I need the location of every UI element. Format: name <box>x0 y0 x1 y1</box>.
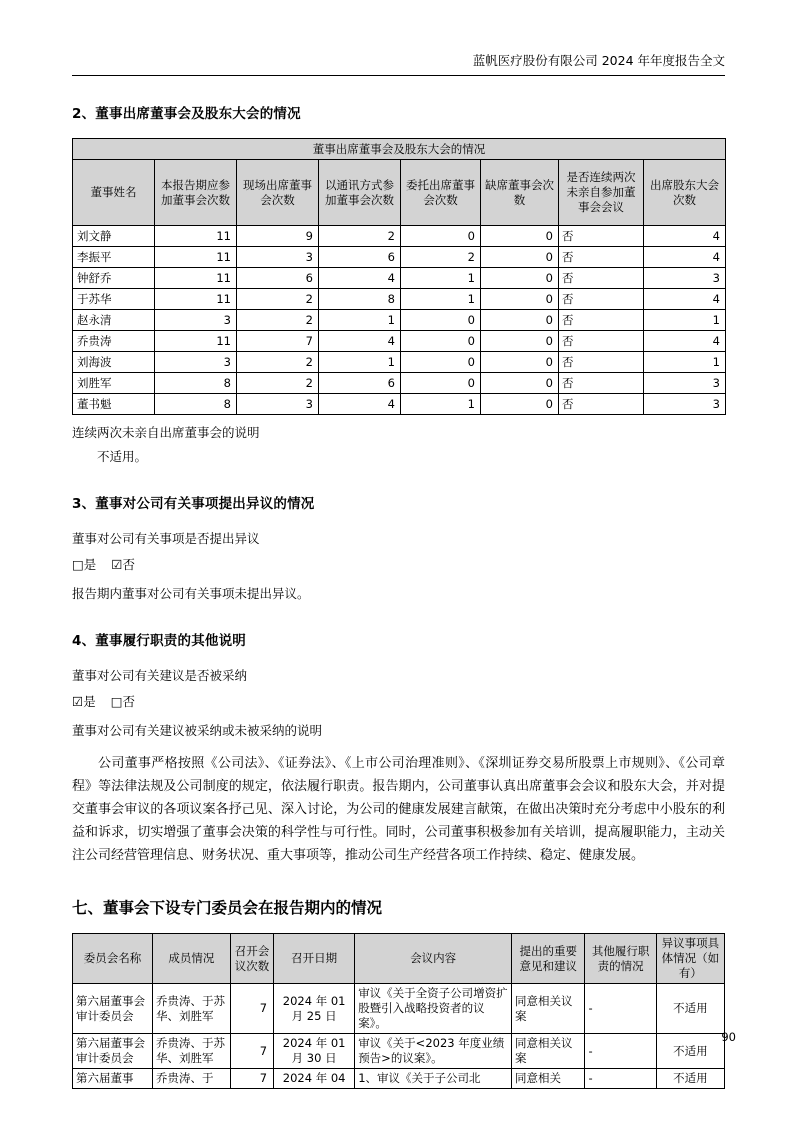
cell-remote: 1 <box>319 310 401 331</box>
cell-shareholder-meetings: 4 <box>644 289 726 310</box>
table-header-row <box>73 160 726 226</box>
cell-two-consecutive: 否 <box>559 247 644 268</box>
cell-proxy: 2 <box>401 247 481 268</box>
col-header-onsite: 现场出席董事会次数 <box>237 160 319 226</box>
cell-director-name: 于苏华 <box>73 289 155 310</box>
cell-remote: 8 <box>319 289 401 310</box>
cell-meeting-count: 7 <box>230 984 273 1034</box>
cell-meeting-count: 7 <box>230 1034 273 1069</box>
section-3-heading: 3、董事对公司有关事项提出异议的情况 <box>72 496 315 512</box>
cell-director-name: 董书魁 <box>73 394 155 415</box>
cell-should-attend: 3 <box>155 352 237 373</box>
cell-onsite: 2 <box>237 289 319 310</box>
cell-proxy: 0 <box>401 373 481 394</box>
cell-director-name: 赵永清 <box>73 310 155 331</box>
cell-other-duties: - <box>585 984 656 1034</box>
cell-meeting-count: 7 <box>230 1069 273 1089</box>
page-number: 90 <box>721 1030 736 1044</box>
cell-dissent-details: 不适用 <box>656 1034 724 1069</box>
cell-dissent-details: 不适用 <box>656 1069 724 1089</box>
cell-shareholder-meetings: 4 <box>644 247 726 268</box>
dissent-question: 董事对公司有关事项是否提出异议 <box>72 531 260 546</box>
table-row <box>73 394 726 415</box>
cell-key-opinions: 同意相关 <box>511 1069 585 1089</box>
section-7-heading: 七、董事会下设专门委员会在报告期内的情况 <box>72 899 383 917</box>
cell-two-consecutive: 否 <box>559 268 644 289</box>
cell-meeting-content: 审议《关于全资子公司增资扩股暨引入战略投资者的议案》。 <box>355 984 512 1034</box>
cell-absent: 0 <box>481 247 559 268</box>
table-row <box>73 1069 725 1089</box>
col-header-shareholder-meetings: 出席股东大会次数 <box>644 160 726 226</box>
cell-meeting-date: 2024 年 01 月 25 日 <box>274 984 355 1034</box>
cell-members: 乔贵涛、于苏华、刘胜军 <box>153 984 231 1034</box>
cell-proxy: 1 <box>401 394 481 415</box>
cell-two-consecutive: 否 <box>559 226 644 247</box>
cell-two-consecutive: 否 <box>559 331 644 352</box>
cell-absent: 0 <box>481 373 559 394</box>
table-row <box>73 352 726 373</box>
cell-should-attend: 11 <box>155 226 237 247</box>
table-row <box>73 373 726 394</box>
cell-absent: 0 <box>481 289 559 310</box>
committee-meetings-table <box>72 933 725 1089</box>
cell-proxy: 1 <box>401 268 481 289</box>
cell-director-name: 刘海波 <box>73 352 155 373</box>
cell-two-consecutive: 否 <box>559 373 644 394</box>
table-caption-row <box>73 139 726 160</box>
cell-other-duties: - <box>585 1069 656 1089</box>
cell-absent: 0 <box>481 226 559 247</box>
cell-other-duties: - <box>585 1034 656 1069</box>
cell-meeting-content: 审议《关于<2023 年度业绩预告>的议案》。 <box>355 1034 512 1069</box>
checkbox-yes-unchecked[interactable]: □是 <box>72 557 97 572</box>
cell-dissent-details: 不适用 <box>656 984 724 1034</box>
dissent-answer: 报告期内董事对公司有关事项未提出异议。 <box>72 586 310 601</box>
col-header-two-consecutive: 是否连续两次未亲自参加董事会会议 <box>559 160 644 226</box>
cell-proxy: 0 <box>401 352 481 373</box>
dissent-choice-row <box>72 554 725 576</box>
consecutive-absence-note-label: 连续两次未亲自出席董事会的说明 <box>72 425 260 440</box>
cell-proxy: 0 <box>401 310 481 331</box>
cell-key-opinions: 同意相关议案 <box>511 1034 585 1069</box>
cell-should-attend: 3 <box>155 310 237 331</box>
col-header-members: 成员情况 <box>153 934 231 984</box>
table-row <box>73 247 726 268</box>
cell-absent: 0 <box>481 331 559 352</box>
cell-should-attend: 11 <box>155 289 237 310</box>
suggestion-choice-row <box>72 691 725 713</box>
table-row <box>73 331 726 352</box>
cell-members: 乔贵涛、于 <box>153 1069 231 1089</box>
checkbox-yes-checked[interactable]: ☑是 <box>72 694 96 709</box>
cell-onsite: 3 <box>237 394 319 415</box>
col-header-should-attend: 本报告期应参加董事会次数 <box>155 160 237 226</box>
table-header-row <box>73 934 725 984</box>
checkbox-no-checked[interactable]: ☑否 <box>111 557 135 572</box>
cell-meeting-date: 2024 年 01 月 30 日 <box>274 1034 355 1069</box>
cell-remote: 4 <box>319 331 401 352</box>
consecutive-absence-note-value: 不适用。 <box>97 449 148 464</box>
attendance-table-caption: 董事出席董事会及股东大会的情况 <box>73 139 726 160</box>
cell-absent: 0 <box>481 394 559 415</box>
cell-shareholder-meetings: 3 <box>644 394 726 415</box>
col-header-other-duties: 其他履行职责的情况 <box>585 934 656 984</box>
cell-should-attend: 11 <box>155 247 237 268</box>
table-row <box>73 1034 725 1069</box>
cell-shareholder-meetings: 1 <box>644 310 726 331</box>
cell-onsite: 6 <box>237 268 319 289</box>
cell-committee-name: 第六届董事会审计委员会 <box>73 984 153 1034</box>
cell-absent: 0 <box>481 352 559 373</box>
cell-onsite: 2 <box>237 373 319 394</box>
cell-meeting-content: 1、审议《关于子公司北 <box>355 1069 512 1089</box>
cell-shareholder-meetings: 1 <box>644 352 726 373</box>
cell-proxy: 0 <box>401 226 481 247</box>
table-row <box>73 984 725 1034</box>
cell-should-attend: 8 <box>155 394 237 415</box>
running-header: 蓝帆医疗股份有限公司 2024 年年度报告全文 <box>72 52 725 76</box>
cell-shareholder-meetings: 4 <box>644 226 726 247</box>
cell-onsite: 3 <box>237 247 319 268</box>
cell-remote: 1 <box>319 352 401 373</box>
cell-remote: 4 <box>319 394 401 415</box>
checkbox-no-unchecked[interactable]: □否 <box>110 694 135 709</box>
col-header-meeting-date: 召开日期 <box>274 934 355 984</box>
col-header-meeting-content: 会议内容 <box>355 934 512 984</box>
col-header-key-opinions: 提出的重要意见和建议 <box>511 934 585 984</box>
cell-onsite: 2 <box>237 352 319 373</box>
cell-proxy: 0 <box>401 331 481 352</box>
col-header-proxy: 委托出席董事会次数 <box>401 160 481 226</box>
cell-director-name: 钟舒乔 <box>73 268 155 289</box>
col-header-name: 董事姓名 <box>73 160 155 226</box>
director-duty-paragraph: 公司董事严格按照《公司法》、《证券法》、《上市公司治理准则》、《深圳证券交易所股票上市规则》、《公司章程》等法律法规及公司制度的规定，依法履行职责。报告期内，公司董事认真出席董事会会议和股东大会，并对提交董事会审议的各项议案各抒己见、深入讨论，为公司的健康发展建言献策，在做出决策时充分考虑中小股东的利益和诉求，切实增强了董事会决策的科学性与可行性。同时，公司董事积极参加有关培训，提高履职能力，主动关注公司经营管理信息、财务状况、重大事项等，推动公司生产经营各项工作持续、稳定、健康发展。 <box>72 756 725 863</box>
cell-onsite: 9 <box>237 226 319 247</box>
cell-two-consecutive: 否 <box>559 394 644 415</box>
cell-two-consecutive: 否 <box>559 310 644 331</box>
cell-director-name: 乔贵涛 <box>73 331 155 352</box>
cell-should-attend: 11 <box>155 331 237 352</box>
table-row <box>73 310 726 331</box>
col-header-dissent-details: 异议事项具体情况（如有） <box>656 934 724 984</box>
cell-two-consecutive: 否 <box>559 352 644 373</box>
cell-should-attend: 8 <box>155 373 237 394</box>
col-header-absent: 缺席董事会次数 <box>481 160 559 226</box>
cell-members: 乔贵涛、于苏华、刘胜军 <box>153 1034 231 1069</box>
committee-table-clip <box>72 933 725 1085</box>
section-2-heading: 2、董事出席董事会及股东大会的情况 <box>72 106 301 122</box>
suggestion-adopted-question: 董事对公司有关建议是否被采纳 <box>72 668 248 683</box>
cell-two-consecutive: 否 <box>559 289 644 310</box>
section-4-heading: 4、董事履行职责的其他说明 <box>72 633 246 649</box>
cell-committee-name: 第六届董事会审计委员会 <box>73 1034 153 1069</box>
table-row <box>73 289 726 310</box>
col-header-committee-name: 委员会名称 <box>73 934 153 984</box>
cell-director-name: 刘胜军 <box>73 373 155 394</box>
director-attendance-table <box>72 138 726 415</box>
cell-shareholder-meetings: 3 <box>644 373 726 394</box>
cell-proxy: 1 <box>401 289 481 310</box>
cell-shareholder-meetings: 3 <box>644 268 726 289</box>
col-header-remote: 以通讯方式参加董事会次数 <box>319 160 401 226</box>
cell-absent: 0 <box>481 310 559 331</box>
cell-director-name: 李振平 <box>73 247 155 268</box>
page-content <box>72 52 725 1085</box>
cell-remote: 6 <box>319 373 401 394</box>
cell-committee-name: 第六届董事 <box>73 1069 153 1089</box>
col-header-meeting-count: 召开会议次数 <box>230 934 273 984</box>
table-row <box>73 226 726 247</box>
cell-remote: 4 <box>319 268 401 289</box>
suggestion-sub-label: 董事对公司有关建议被采纳或未被采纳的说明 <box>72 723 323 738</box>
cell-key-opinions: 同意相关议案 <box>511 984 585 1034</box>
cell-director-name: 刘文静 <box>73 226 155 247</box>
cell-absent: 0 <box>481 268 559 289</box>
cell-should-attend: 11 <box>155 268 237 289</box>
cell-shareholder-meetings: 4 <box>644 331 726 352</box>
table-row <box>73 268 726 289</box>
cell-onsite: 7 <box>237 331 319 352</box>
cell-remote: 6 <box>319 247 401 268</box>
cell-remote: 2 <box>319 226 401 247</box>
cell-meeting-date: 2024 年 04 <box>274 1069 355 1089</box>
cell-onsite: 2 <box>237 310 319 331</box>
